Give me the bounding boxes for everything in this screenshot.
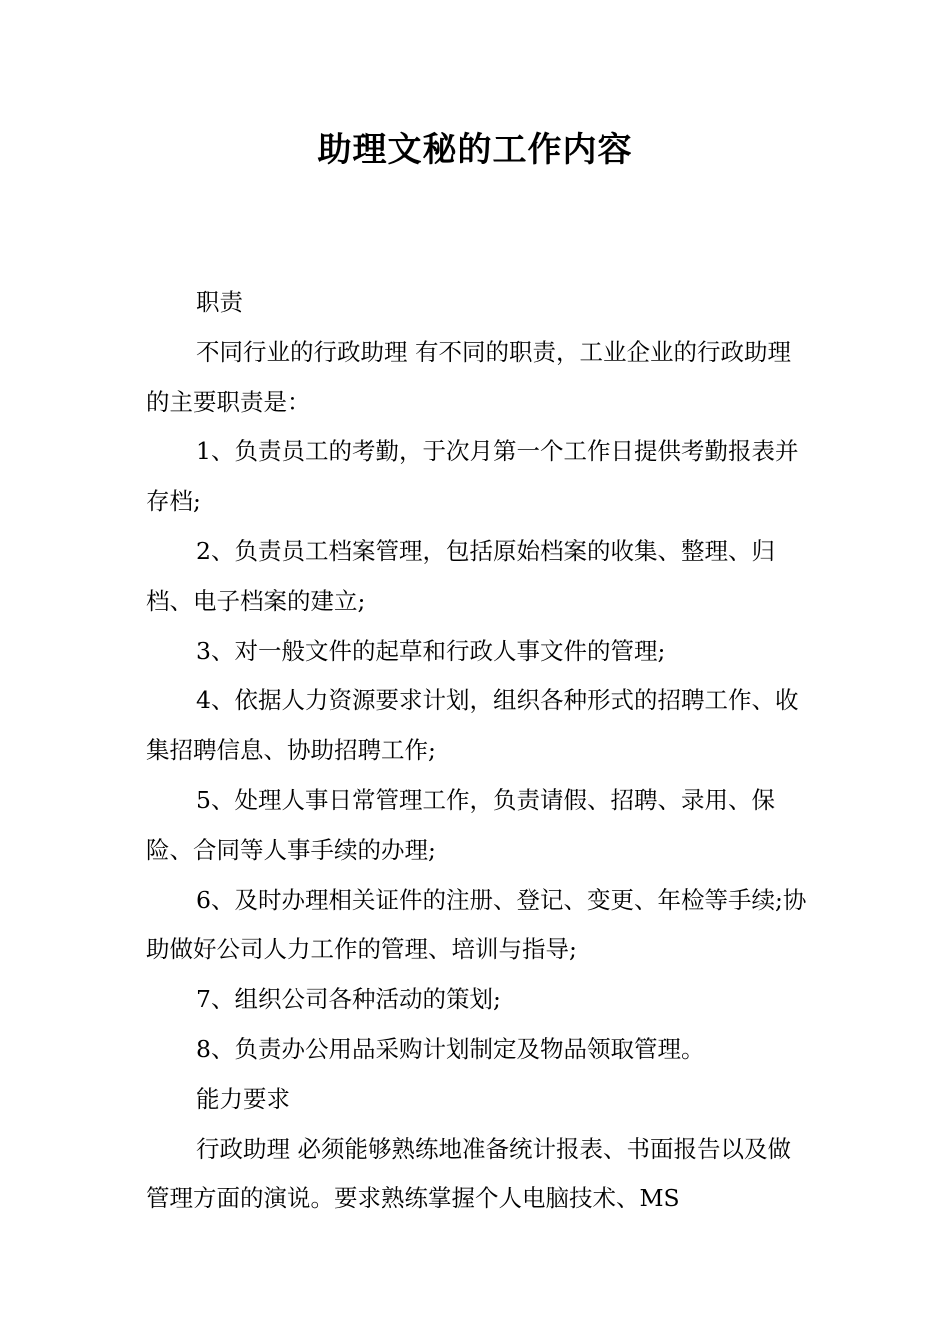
list-item-6: 6、及时办理相关证件的注册、登记、变更、年检等手续;协助做好公司人力工作的管理、培训与指导; xyxy=(146,885,807,964)
document-title: 助理文秘的工作内容 xyxy=(317,130,633,170)
list-item-5: 5、处理人事日常管理工作，负责请假、招聘、录用、保险、合同等人事手续的办理; xyxy=(146,785,775,864)
document-body xyxy=(146,278,810,1224)
paragraph-requirements: 行政助理 必须能够熟练地准备统计报表、书面报告以及做管理方面的演说。要求熟练掌握个人电脑技术、MS xyxy=(146,1134,791,1213)
list-item-8: 8、负责办公用品采购计划制定及物品领取管理。 xyxy=(196,1034,705,1063)
list-item-4: 4、依据人力资源要求计划，组织各种形式的招聘工作、收集招聘信息、协助招聘工作; xyxy=(146,686,799,765)
section-heading-duties: 职责 xyxy=(196,288,243,316)
list-item-3: 3、对一般文件的起草和行政人事文件的管理; xyxy=(196,636,666,665)
list-item-7: 7、组织公司各种活动的策划; xyxy=(196,985,501,1014)
list-item-2: 2、负责员工档案管理，包括原始档案的收集、整理、归档、电子档案的建立; xyxy=(146,536,775,615)
section-heading-requirements: 能力要求 xyxy=(196,1084,290,1113)
list-item-1: 1、负责员工的考勤，于次月第一个工作日提供考勤报表并存档; xyxy=(146,437,799,516)
paragraph-intro: 不同行业的行政助理 有不同的职责，工业企业的行政助理的主要职责是： xyxy=(146,337,791,416)
